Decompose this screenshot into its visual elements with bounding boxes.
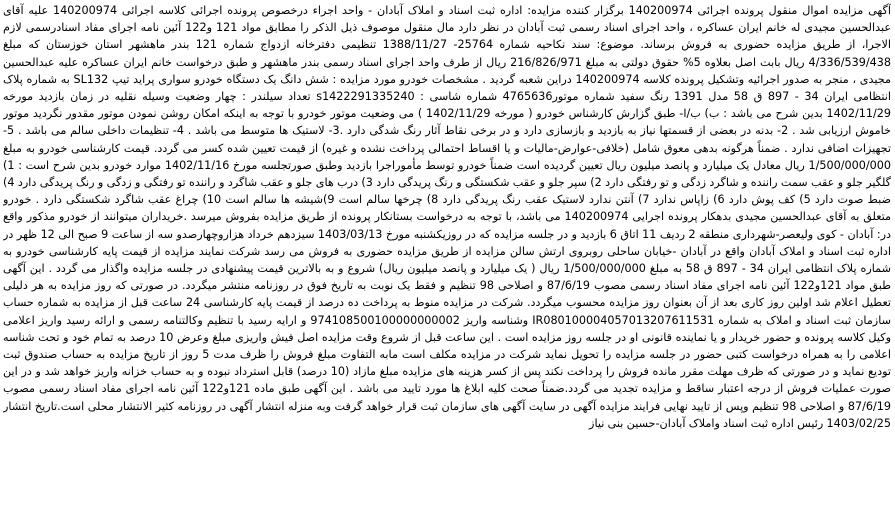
- auction-notice-text: آگهی مزایده اموال منقول پرونده اجرائی 140200974 برگزار کننده مزایده: اداره ثبت اسناد و املاک آبادان - واحد اجراء درخصوص پرونده اجرائی کلاسه اجرائی 140200974 علیه آقای عبدالحسین مجیدی له خانم ایران عساکره ، واحد اجرای اسناد رسمی ثبت آبادان در نظر دارد مال منقول موصوف ذیل الذکر را مطابق مواد 121 و122 آئین نامه اجرای مفاد اسنادرسمی لازم الاجرا، از طریق مزایده حضوری به فروش برساند. موضوع: سند نکاحیه شماره 25764- 1388/11/27 تنظیمی دفترخانه ازدواج شماره 121 بندر ماهشهر استان خوزستان که مبلغ 4/336/539/438 ریال بابت اصل بعلاوه 5% حقوق دولتی به مبلغ 216/826/971 ریال از طرف واحد اجرای اسناد رسمی بندر ماهشهر و طبق درخواست خانم ایران عساکره علیه عبدالحسین مجیدی ، منجر به صدور اجرائیه وتشکیل پرونده کلاسه 140200974 دراین شعبه گردید . مشخصات خودرو مورد مزایده : شش دانگ یک دستگاه خودرو سواری پراید تیپ SL132 به شماره پلاک انتظامی ایران 34 - 897 ق 58 مدل 1391 رنگ سفید شماره موتور4765636 شماره شاسی : s1422291335240 تعداد سیلندر : چهار وضعیت وسیله نقلیه در زمان بازدید مورخه 1402/11/29 بدین شرح می باشد : ب) ب/ا- طبق گزارش کارشناس خودرو ( مورخه 1402/11/29 ) می وضعیت موتور خودرو با توجه به اینکه امکان روشن نمودن موتور مقدور نگردید موتور خاموش ارزیابی شد . 2- بدنه در بعضی از قسمتها نیاز به بازدید و بازسازی دارد و در برخی نقاط آثار رنگ شدگی دارد .3- لاستیک ها متوسط می باشد . 4- تنظیمات داخلی سالم می باشد . 5- تجهیزات اضافی ندارد . ضمناً هرگونه بدهی معوق شامل (خلافی-عوارض-مالیات و یا اقساط احتمالی پرداخت نشده و غیره) از قیمت تعیین شده کسر می گردد. قیمت کارشناسی خودرو به مبلغ 1/500/000/000 ریال معادل یک میلیارد و پانصد میلیون ریال تعیین گردیده است ضمناً خودرو توسط مأموراجرا بازدید وطبق صورتجلسه مورخ 1402/11/16 موارد خودرو بدین شرح است : 1) گلگیر جلو و عقب سمت راننده و شاگرد زدگی و تو رفتگی دارد 2) سپر جلو و عقب شکستگی و رنگ پریدگی دارد 3) درب های جلو و عقب شاگرد و راننده تو رفتگی و زدگی و رنگ پریدگی دارد 4) ضبط صوت دارد 5) کف پوش دارد 6) زاپاس ندارد 7) آنتن ندارد لاستیک عقب رنگ پریدگی دارد 8) چرخها سالم است 9)شیشه ها سالم است 10) چراغ عقب شاگرد شکستگی دارد . خودرو متعلق به آقای عبدالحسین مجیدی بدهکار پرونده اجرایی 140200974 می باشد، با توجه به درخواست بستانکار پرونده از طریق مزایده بفروش میرسد .خریداران میتوانند از خودرو مذکور واقع در: آبادان - کوی ولیعصر-شهرداری منطقه 2 ردیف 11 اتاق 6 بازدید و در جلسه مزایده که در روزیکشنبه مورخ 1403/03/13 سیزدهم خرداد هزاروچهارصدو سه از ساعت 9 صبح الی 12 ظهر در اداره ثبت اسناد و املاک آبادان واقع در آبادان -خیابان ساحلی روبروی ارتش سالن مزایده از طریق مزایده حضوری به فروش می رسد شرکت نمایند مزایده از قیمت پایه کارشناسی خودرو به شماره پلاک انتظامی ایران 34 - 897 ق 58 به مبلغ 1/500/000/000 ریال ( یک میلیارد و پانصد میلیون ریال) شروع و به بالاترین قیمت پیشنهادی در جلسه مزایده واگذار می گردد . این آگهی طبق مواد 121و122 آئین نامه اجرای مفاد اسناد رسمی مصوب 87/6/19 و اصلاحی 98 تنظیم و فقط یک نوبت به تاریخ فوق در روزنامه منتشر میگردد. در صورتی که روز مزایده به هر دلیلی تعطیل اعلام شد اولین روز کاری بعد از آن بعنوان روز مزایده محسوب میگردد. شرکت در مزایده منوط به پرداخت ده درصد از قیمت پایه کارشناسی 24 ساعت قبل از مزایده به شماره حساب سازمان ثبت اسناد و املاک به شماره IR080100004057013207611531 وشناسه واریز 974108500100000000002 و ارایه رسید با تنظیم وکالتنامه رسمی و ارائه رسید واریز اعلامی وکیل کلاسه پرونده و حضور خریدار و یا نماینده قانونی او در جلسه روز مزایده است . این ساعت قبل از شروع وقت مزایده اصل فیش واریزی مبلغ وعرض 10 درصد به تمام خود و تحت شناسه اعلامی را به همراه درخواست کتبی حضور در جلسه مزایده را تحویل نماید شرکت در مزایده مکلف است مابه التفاوت مبلغ فروش را ظرف مدت 5 روز از تاریخ مزایده به حساب صندوق ثبت تودیع نماید و در صورتی که ظرف مهلت مقرر مانده فروش را پرداخت نکند پس از کسر هزینه های مزایده مبلغ مازاد (10 درصد) قابل استرداد نبوده و به حساب خزانه واریز خواهد شد و در این صورت عملیات فروش از درجه اعتبار ساقط و مزایده تجدید می گردد.ضمناً صحت کلیه ابلاغ ها مورد تایید می باشد . این آگهی طبق ماده 121و122 آئین نامه اجرای مفاد اسناد رسمی مصوب 87/6/19 و اصلاحی 98 تنظیم وپس از تایید نهایی فرایند مزایده آگهی در سایت آگهی های سازمان ثبت قرار خواهد گرفت وبه منزله انتشار آگهی در روزنامه کثیر الانتشار محلی است.تاریخ انتشار 1403/02/25 رئیس اداره ثبت اسناد واملاک آبادان-حسین بنی نیاز: [3, 4, 891, 430]
